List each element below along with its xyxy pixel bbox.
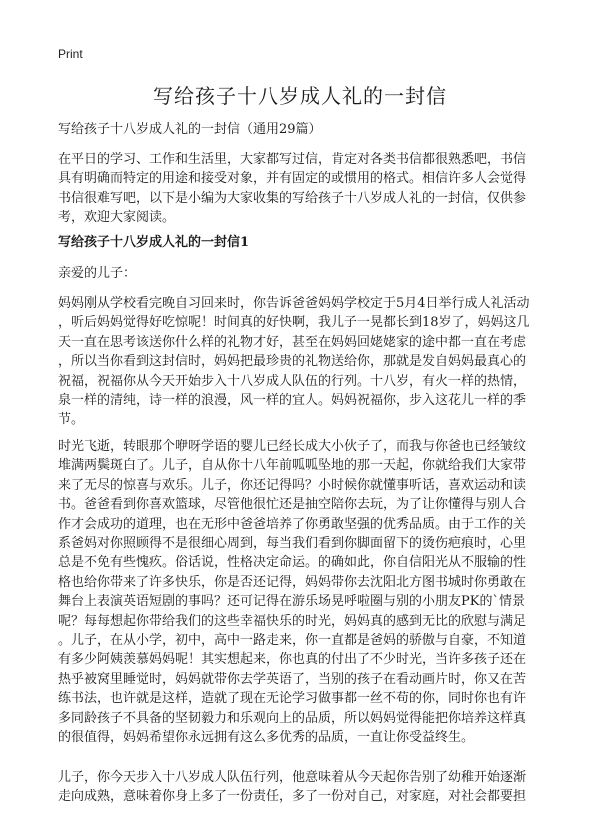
letter-paragraph-2 — [58, 437, 550, 748]
text-line: 练书法，也许就是这样，造就了现在无论学习做事都一丝不苟的你，同时你也有许 — [58, 691, 527, 707]
text-line: 堆满两鬓斑白了。儿子，自从你十八年前呱呱坠地的那一天起，你就给我们大家带 — [58, 458, 527, 474]
text-line: ，听后妈妈觉得好吃惊呢！时间真的好快啊，我儿子一晃都长到18岁了，妈妈这几 — [58, 315, 530, 331]
letter-paragraph-3 — [58, 768, 550, 807]
intro-paragraph — [58, 150, 550, 228]
section-heading: 写给孩子十八岁成人礼的一封信1 — [58, 235, 250, 250]
text-line: 舞台上表演英语短剧的事吗？还可记得在游乐场晃呼啦圈与别的小朋友PK的`情景 — [58, 594, 525, 610]
text-line: ，所以当你看到这封信时，妈妈把最珍贵的礼物送给你，那就是发自妈妈最真心的 — [58, 354, 527, 370]
document-subtitle: 写给孩子十八岁成人礼的一封信（通用29篇） — [58, 122, 322, 137]
text-line: 书信很难写吧，以下是小编为大家收集的写给孩子十八岁成人礼的一封信，仅供参 — [58, 190, 527, 206]
text-line: 妈妈刚从学校看完晚自习回来时，你告诉爸爸妈妈学校定于5月4日举行成人礼活动 — [58, 296, 530, 311]
print-link[interactable]: Print — [58, 47, 83, 61]
text-line: 泉一样的清纯，诗一样的浪漫，风一样的宜人。妈妈祝福你，步入这花儿一样的季 — [58, 393, 527, 409]
text-line: 在平日的学习、工作和生活里，大家都写过信，肯定对各类书信都很熟悉吧，书信 — [58, 152, 527, 167]
text-line: 有多少阿姨羡慕妈妈呢！其实想起来，你也真的付出了不少时光，当许多孩子还在 — [58, 652, 527, 668]
text-line: 。儿子，在从小学，初中，高中一路走来，你一直都是爸妈的骄傲与自豪，不知道 — [58, 633, 527, 649]
text-line: 天一直在思考该送你什么样的礼物才好，甚至在妈妈回姥姥家的途中都一直在考虑 — [58, 334, 527, 350]
text-line: 的很值得，妈妈希望你永远拥有这么多优秀的品质，一直让你受益终生。 — [58, 730, 475, 746]
text-line: 多同龄孩子不具备的坚韧毅力和乐观向上的品质，所以妈妈觉得能把你培养这样真 — [58, 710, 527, 726]
text-line: 总是不免有些愧疚。俗话说，性格决定命运。的确如此，你自信阳光从不服输的性 — [58, 555, 527, 571]
text-line: 祝福，祝福你从今天开始步入十八岁成人队伍的行列。十八岁，有火一样的热情， — [58, 373, 527, 389]
letter-salutation: 亲爱的儿子： — [58, 266, 137, 281]
text-line: 走向成熟，意味着你身上多了一份责任，多了一份对自己，对家庭，对社会都要担 — [58, 789, 527, 805]
text-line: 格也给你带来了许多快乐，你是否还记得，妈妈带你去沈阳北方图书城时你勇敢在 — [58, 574, 527, 590]
text-line: 具有明确而特定的用途和接受对象，并有固定的或惯用的格式。相信许多人会觉得 — [58, 171, 527, 187]
text-line: 呢？每每想起你带给我们的这些幸福快乐的时光，妈妈真的感到无比的欣慰与满足 — [58, 613, 527, 629]
text-line: 儿子，你今天步入十八岁成人队伍行列，他意味着从今天起你告别了幼稚开始逐渐 — [58, 770, 527, 785]
page-title: 写给孩子十八岁成人礼的一封信 — [153, 84, 447, 108]
text-line: 作才会成功的道理，也在无形中爸爸培养了你勇敢坚强的优秀品质。由于工作的关 — [58, 516, 527, 532]
text-line: 书。爸爸看到你喜欢篮球，尽管他很忙还是抽空陪你去玩，为了让你懂得与别人合 — [58, 497, 527, 513]
text-line: 系爸妈对你照顾得不是很细心周到，每当我们看到你脚面留下的烫伤疤痕时，心里 — [58, 536, 527, 552]
text-line: 来了无尽的惊喜与欢乐。儿子，你还记得吗？小时候你就懂事听话，喜欢运动和读 — [58, 477, 527, 493]
text-line: 考，欢迎大家阅读。 — [58, 210, 176, 226]
letter-paragraph-1 — [58, 294, 550, 430]
text-line: 热乎被窝里睡觉时，妈妈就带你去学英语了，当别的孩子在看动画片时，你又在苦 — [58, 671, 527, 687]
text-line: 节。 — [58, 412, 85, 428]
text-line: 时光飞逝，转眼那个咿呀学语的婴儿已经长成大小伙子了，而我与你爸也已经皱纹 — [58, 439, 527, 454]
